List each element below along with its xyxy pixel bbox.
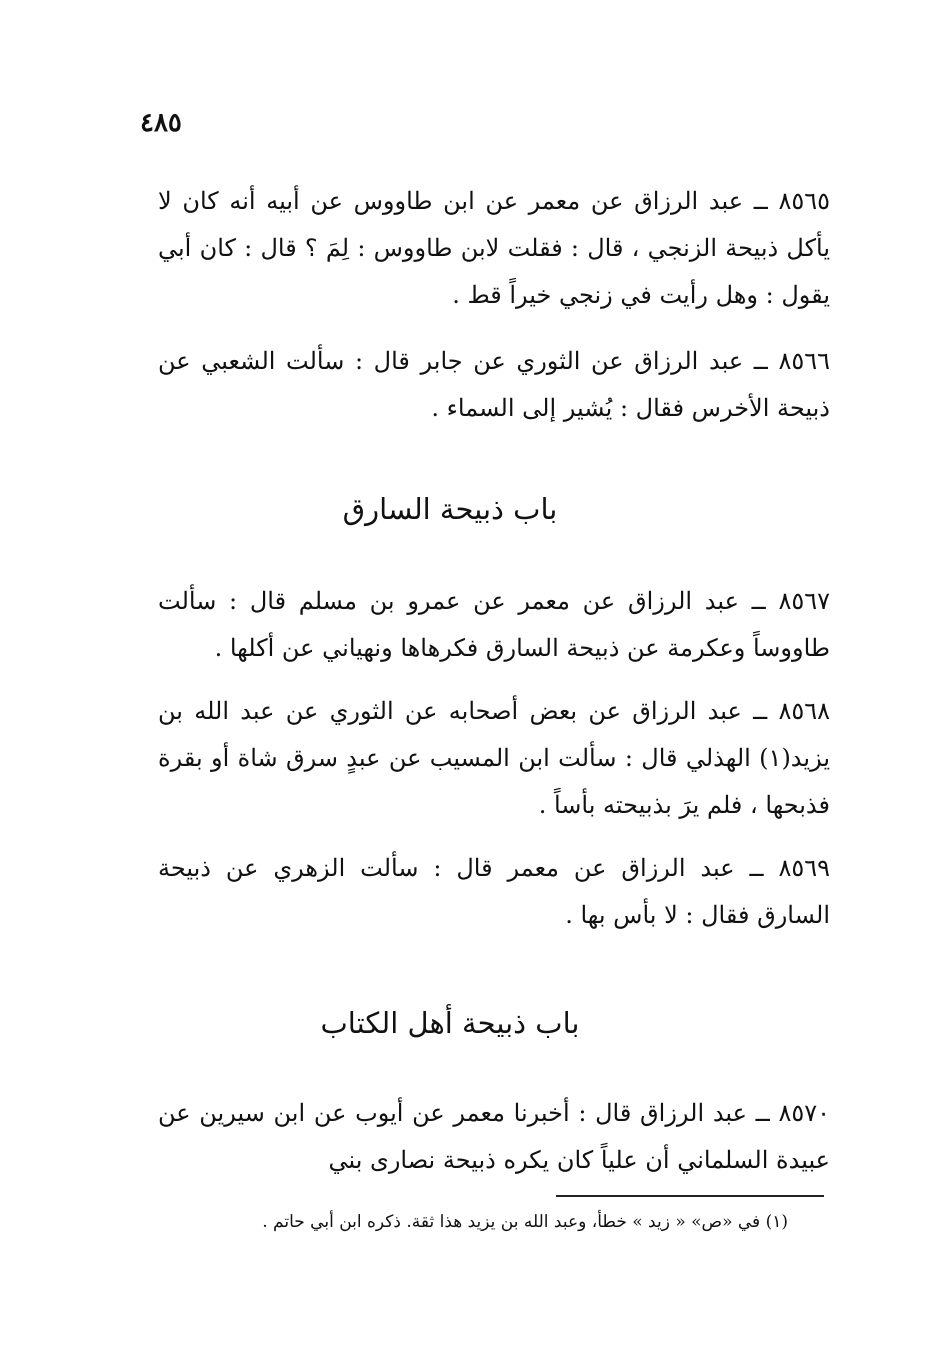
footnote: (١) في «ص» « زيد » خطأ، وعبد الله بن يزيد هذا ثقة. ذكره ابن أبي حاتم . xyxy=(262,1212,788,1232)
hadith-8569: ٨٥٦٩ ــ عبد الرزاق عن معمر قال : سألت الزهري عن ذبيحة السارق فقال : لا بأس بها . xyxy=(158,854,830,929)
section-title-thief-slaughter: باب ذبيحة السارق xyxy=(342,492,558,526)
hadith-8565: ٨٥٦٥ ــ عبد الرزاق عن معمر عن ابن طاووس عن أبيه أنه كان لا يأكل ذبيحة الزنجي ، قال : فقلت لابن طاووس : لِمَ ؟ قال : كان أبي يقول : وهل رأيت في زنجي خيراً قط . xyxy=(158,187,830,309)
hadith-8567: ٨٥٦٧ ــ عبد الرزاق عن معمر عن عمرو بن مسلم قال : سألت طاووساً وعكرمة عن ذبيحة السارق فكرهاها ونهياني عن أكلها . xyxy=(158,587,830,662)
hadith-8570: ٨٥٧٠ ــ عبد الرزاق قال : أخبرنا معمر عن أيوب عن ابن سيرين عن عبيدة السلماني أن علياً كان يكره ذبيحة نصارى بني xyxy=(158,1099,830,1174)
page-number: ٤٨٥ xyxy=(140,108,182,138)
hadith-8566: ٨٥٦٦ ــ عبد الرزاق عن الثوري عن جابر قال : سألت الشعبي عن ذبيحة الأخرس فقال : يُشير إلى السماء . xyxy=(158,347,830,422)
hadith-8568: ٨٥٦٨ ــ عبد الرزاق عن بعض أصحابه عن الثوري عن عبد الله بن يزيد(١) الهذلي قال : سألت ابن المسيب عن عبدٍ سرق شاة أو بقرة فذبحها ، فلم يرَ بذبيحته بأساً . xyxy=(158,697,830,819)
section-title-people-of-book-slaughter: باب ذبيحة أهل الكتاب xyxy=(320,1006,580,1040)
footnote-divider xyxy=(556,1195,824,1197)
